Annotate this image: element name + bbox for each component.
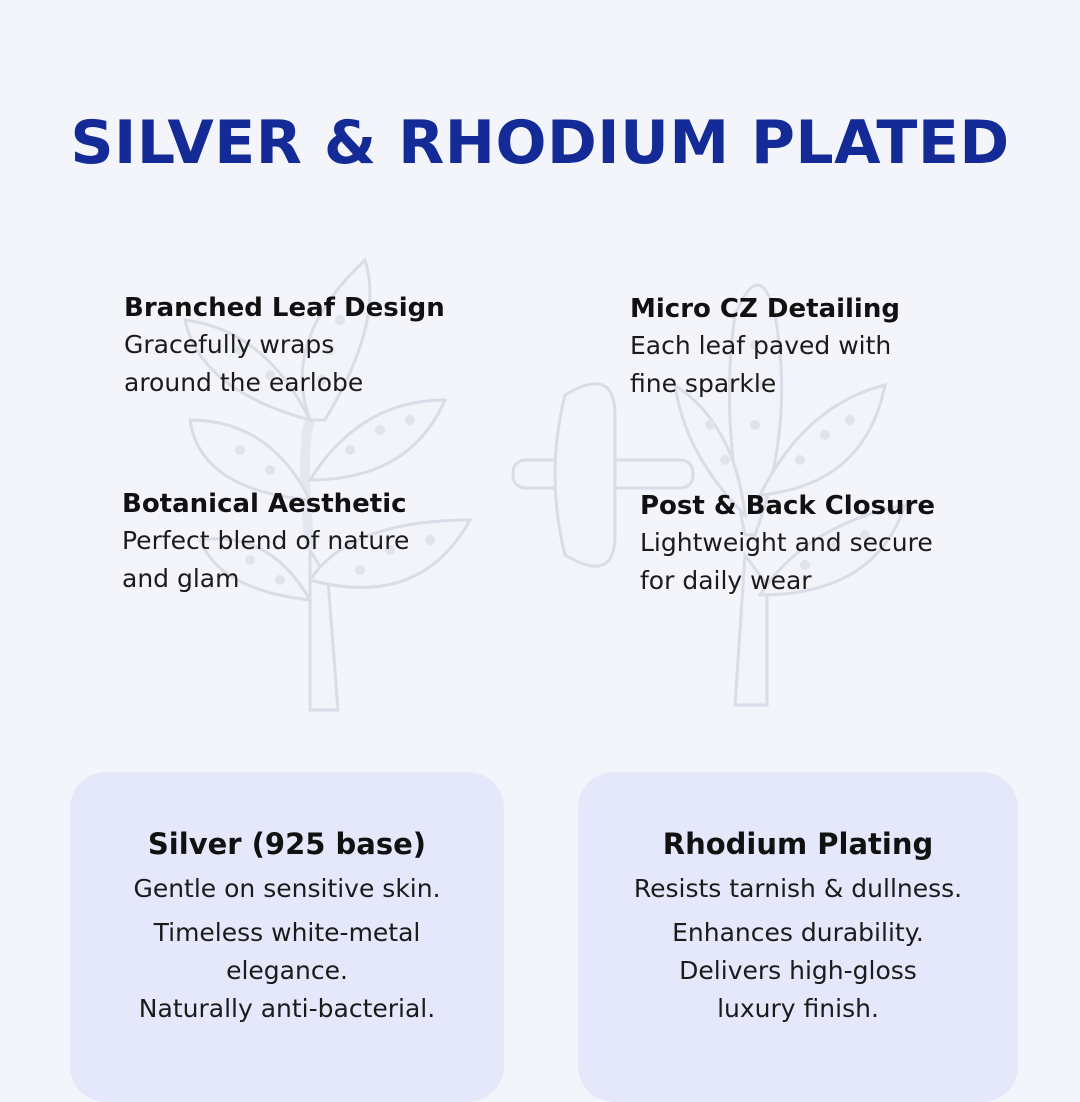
page-title: SILVER & RHODIUM PLATED bbox=[70, 108, 1010, 178]
feature-title: Botanical Aesthetic bbox=[122, 489, 407, 519]
feature-desc-line: Each leaf paved with bbox=[630, 331, 892, 360]
card-line: elegance. bbox=[226, 956, 348, 985]
card-line: Naturally anti-bacterial. bbox=[138, 994, 436, 1023]
feature-description bbox=[122, 522, 462, 598]
card-title: Silver (925 base) bbox=[147, 827, 427, 861]
rhodium-info-card bbox=[578, 772, 1018, 1102]
feature-description bbox=[630, 327, 970, 403]
feature-title: Post & Back Closure bbox=[640, 491, 936, 521]
feature-description bbox=[640, 524, 980, 600]
feature-title: Branched Leaf Design bbox=[124, 293, 445, 323]
feature-micro-cz-detailing bbox=[630, 291, 970, 403]
card-title: Rhodium Plating bbox=[662, 827, 934, 861]
feature-desc-line: around the earlobe bbox=[124, 368, 364, 397]
feature-branched-leaf-design bbox=[124, 290, 464, 402]
feature-post-back-closure bbox=[640, 488, 980, 600]
feature-title: Micro CZ Detailing bbox=[630, 294, 900, 324]
card-line: Gentle on sensitive skin. bbox=[133, 874, 441, 903]
card-line: Delivers high-gloss bbox=[679, 956, 917, 985]
feature-desc-line: fine sparkle bbox=[630, 369, 777, 398]
feature-desc-line: and glam bbox=[122, 564, 240, 593]
feature-desc-line: Gracefully wraps bbox=[124, 330, 335, 359]
feature-desc-line: Lightweight and secure bbox=[640, 528, 933, 557]
card-line: Resists tarnish & dullness. bbox=[633, 874, 963, 903]
feature-botanical-aesthetic bbox=[122, 486, 462, 598]
silver-info-card bbox=[70, 772, 504, 1102]
feature-desc-line: Perfect blend of nature bbox=[122, 526, 410, 555]
feature-description bbox=[124, 326, 464, 402]
card-line: Enhances durability. bbox=[672, 918, 924, 947]
feature-desc-line: for daily wear bbox=[640, 566, 812, 595]
card-line: Timeless white-metal bbox=[153, 918, 421, 947]
card-line: luxury finish. bbox=[717, 994, 879, 1023]
